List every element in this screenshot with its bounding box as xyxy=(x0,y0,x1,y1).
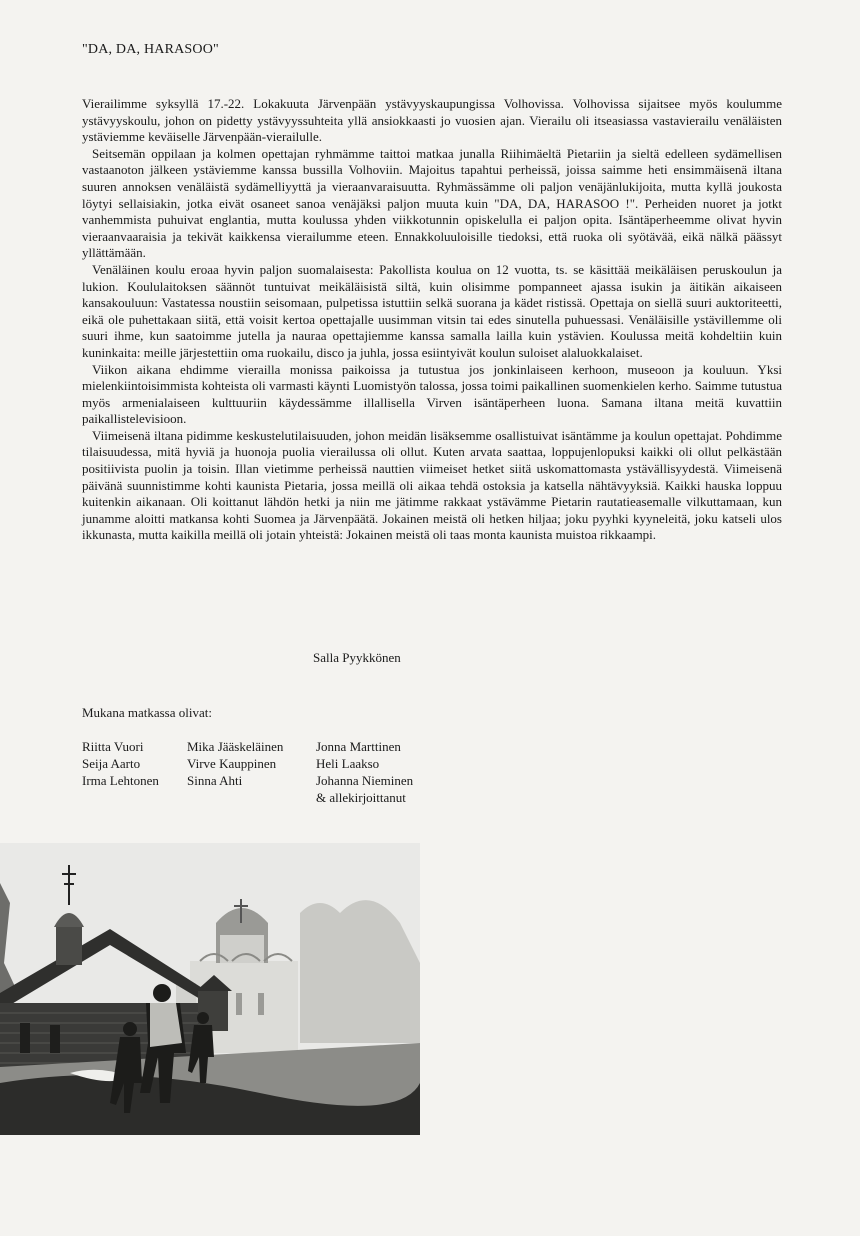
paragraph: Viimeisenä iltana pidimme keskustelutilaisuuden, johon meidän lisäksemme osallistuivat isäntämme ja koulun opettajat. Pohdimme tilaisuudessa, mitä hyviä ja huonoja puolia vierailussa oli ollut. Kuten arvata saattaa, loppujenlopuksi kaikki oli ollut pelkästään positiivista puolin ja toisin. Illan vietimme perheissä nauttien viimeiset hetket siitä uskomattomasta ystävällisyydestä. Viimeisenä päivänä suunnistimme kohti kaunista Pietaria, jossa meillä oli aikaa tehdä ostoksia ja katsella nähtävyyksiä. Kaikki hauska loppuu kuitenkin aikanaan. Oli koittanut lähdön hetki ja niin me jätimme rakkaat ystävämme Pietarin rautatieasemalle vilkuttamaan, kun junamme aloitti matkansa kohti Suomea ja Järvenpäätä. Jokainen meistä oli hetken hiljaa; joku pyyhki kyyneleitä, joku katseli ulos ikkunasta, mutta kaikilla meillä oli jotain yhteistä: Jokainen meistä oli taas monta kaunista muistoa rikkaampi. xyxy=(82,427,782,543)
article-body xyxy=(82,96,782,544)
member-name: Irma Lehtonen xyxy=(82,773,159,788)
paragraph: Viikon aikana ehdimme vierailla monissa paikoissa ja tutustua jos jonkinlaiseen kerhoon, museoon ja kouluun. Yksi mielenkiintoisimmista kohteista oli varmasti käynti Luomistyön talossa, jossa toimi paikallinen suomenkielen kerho. Saimme tutustua myös armenialaiseen kulttuuriin käydessämme illallisella Virven isäntäperheen luona. Samana iltana meitä kuvattiin paikallistelevisioon. xyxy=(82,361,782,427)
author-signature: Salla Pyykkönen xyxy=(313,650,401,665)
member-name: Seija Aarto xyxy=(82,756,141,771)
members-column-2 xyxy=(187,738,283,789)
paragraph: Venäläinen koulu eroaa hyvin paljon suomalaisesta: Pakollista koulua on 12 vuotta, ts. se käsittää meikäläisen peruskoulun ja lukion. Koululaitoksen säännöt tuntuivat meikäläisistä siltä, kuin olisimme pompanneet ajassa isukin ja äitikän aikaiseen kansakouluun: Vastatessa noustiin seisomaan, pulpetissa istuttiin selkä suorana ja kädet ristissä. Opettaja on siellä suuri auktoriteetti, eikä ole puhettakaan siitä, että voisit kertoa opettajalle uusimman vitsin tai edes sinutella puhuessasi. Venäläisille ystävillemme oli suuri ihme, kun saatoimme jutella ja nauraa opettajiemme kanssa samalla lailla kuin ystävien. Koulussa meitä kohdeltiin kuin kuninkaita: meille järjestettiin oma ruokailu, disco ja juhla, jossa esiintyivät koulun suloiset alaluokkalaiset. xyxy=(82,261,782,360)
members-column-1 xyxy=(82,738,159,789)
member-name: Sinna Ahti xyxy=(187,773,243,788)
members-column-3 xyxy=(316,738,413,806)
member-name: Johanna Nieminen xyxy=(316,773,414,788)
member-name: Virve Kauppinen xyxy=(187,756,277,771)
article-title: "DA, DA, HARASOO" xyxy=(82,42,219,57)
church-photo xyxy=(0,843,420,1135)
member-name: Riitta Vuori xyxy=(82,739,144,754)
member-name: Heli Laakso xyxy=(316,756,380,771)
member-name: Jonna Marttinen xyxy=(316,739,401,754)
members-heading: Mukana matkassa olivat: xyxy=(82,705,212,720)
paragraph: Vierailimme syksyllä 17.-22. Lokakuuta Järvenpään ystävyyskaupungissa Volhovissa. Volhovissa sijaitsee myös koulumme ystävyyskoulu, johon on pidetty ystävyyssuhteita yllä ansiokkaasti jo vuosien ajan. Vierailu oli itseasiassa vastavierailu venäläisten ystäviemme keväiselle Järvenpään-vierailulle. xyxy=(82,96,782,145)
member-name: Mika Jääskeläinen xyxy=(187,739,284,754)
member-name: & allekirjoittanut xyxy=(316,790,406,805)
paragraph: Seitsemän oppilaan ja kolmen opettajan ryhmämme taittoi matkaa junalla Riihimäeltä Pietariin ja sieltä edelleen sydämellisen vastaanoton jälkeen ystäviemme kanssa bussilla Volhoviin. Majoitus tapahtui perheissä, joissa saimme heti ensimmäisenä iltana suuren annoksen venäläistä sydämelliyyttä ja vieraanvaraisuutta. Ryhmässämme oli paljon venäjänlukijoita, mutta kyllä joukosta löytyi sellaisiakin, jotka eivät osaneet sanoa venäjäksi paljon muuta kuin "DA, DA, HARASOO !". Perheiden nuoret ja jotkt vanhemmista puhuivat englantia, mutta koulussa yhden viikkotunnin opiskelulla ei paljon opita. Isäntäperheemme olivat hyvin vieraanvaaraisia ja tekivät kaikkensa vierailumme eteen. Ennakkoluuloisille tiedoksi, että ruoka oli syötävää, eikä nälkä päässyt yllättämään. xyxy=(82,145,782,261)
